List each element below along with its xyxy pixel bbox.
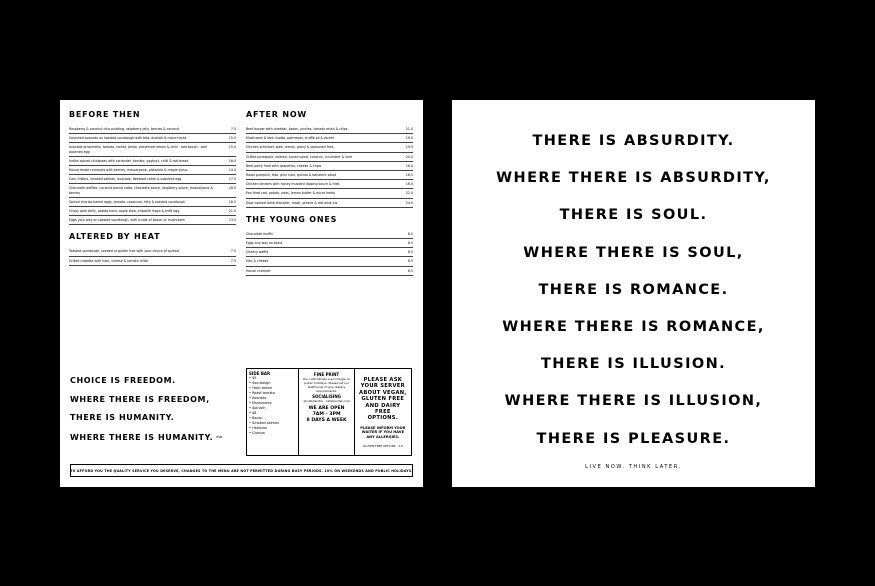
text-line: WE ARE OPEN — [308, 406, 345, 411]
menu-page-left — [60, 100, 423, 487]
before-then-list — [69, 125, 236, 225]
section-title-young-ones: THE YOUNG ONES — [246, 214, 338, 224]
choice-line: THERE IS HUMANITY. — [70, 413, 175, 422]
menu-item-price: 8.5 — [407, 231, 413, 236]
menu-item-price: 8.5 — [407, 250, 413, 255]
text-line: • Chorizo — [249, 431, 265, 435]
menu-item-price: 16.0 — [405, 182, 413, 187]
menu-item-price: 8.5 — [407, 259, 413, 264]
text-line: 7AM – 3PM — [312, 412, 341, 417]
menu-item-price: 15.5 — [228, 136, 236, 141]
text-line: OPTIONS. — [367, 415, 399, 422]
menu-item — [69, 125, 236, 134]
menu-item-price: 8.5 — [407, 268, 413, 273]
menu-item-description: Beef burger with cheddar, bacon, pickles, tomato relish & chips — [246, 127, 348, 131]
text-line: • Bacon — [249, 416, 263, 420]
socialising-label: SOCIALISING — [312, 394, 341, 399]
menu-item — [69, 175, 236, 184]
menu-item — [246, 125, 413, 134]
side-bar-panel — [247, 369, 298, 455]
text-line: 8 DAYS A WEEK — [306, 418, 347, 423]
menu-item-description: Toasted sourdough, seeded or gluten free with your choice of spread — [69, 249, 179, 254]
menu-item-description: Chocolate waffles, coconut panna cotta, chocolate sauce, raspberry sauce, mascarpone & berries — [69, 186, 213, 195]
choice-line: WHERE THERE IS HUMANITY. — [70, 432, 214, 442]
menu-item-price: 20.0 — [405, 154, 413, 159]
menu-item-description: Chicken tenders with honey mustard dipping sauce & fries — [246, 182, 340, 187]
menu-item — [246, 143, 413, 152]
text-line: • $8 — [249, 411, 257, 415]
menu-item-description: Cheesy waffle — [246, 250, 269, 255]
text-line: • Smoked salmon — [249, 421, 280, 425]
section-title-before-then: BEFORE THEN — [69, 110, 141, 119]
menu-item-description: Slow cooked lamb shoulder, mash, greens & red wine jus — [246, 200, 338, 205]
menu-item — [69, 247, 236, 256]
menu-item-price: 8.5 — [407, 241, 413, 246]
menu-item — [69, 207, 236, 216]
text-line: • Sourdough — [249, 381, 271, 385]
menu-item — [69, 134, 236, 143]
menu-item-description: Roast pumpkin, feta, pine nuts, quinoa & balsamic salad — [246, 173, 337, 178]
menu-item-price: 16.0 — [228, 158, 236, 163]
text-line: • $5 — [249, 376, 257, 380]
menu-item — [246, 134, 413, 143]
menu-item — [246, 267, 413, 276]
menu-item-price: 21.0 — [405, 127, 413, 131]
fine-print-text: Our cafe follows a surcharge on public holidays. Please let our staff know of any dietary requirements. — [302, 377, 351, 393]
menu-item-price: 21.0 — [228, 209, 236, 214]
opening-hours — [301, 406, 351, 424]
menu-item-description: Grilled ciabatta with ham, cheese & tomato relish — [69, 258, 149, 263]
text-line: PLEASE ASK — [363, 377, 403, 383]
menu-item-description: Pan fried cod, potato, peas, lemon butter & micro herbs — [246, 191, 336, 196]
menu-item — [246, 162, 413, 171]
menu-column-right — [246, 110, 413, 276]
menu-item-price: 13.0 — [228, 218, 236, 223]
text-line: GLUTEN FREE — [361, 396, 405, 403]
text-line: WHERE THERE IS ROMANCE, — [502, 318, 765, 335]
text-line: PLEASE INFORM YOUR — [360, 425, 406, 430]
text-line: AND DAIRY FREE — [365, 402, 401, 416]
text-line: • Roast tomato — [249, 391, 275, 395]
menu-item — [246, 230, 413, 239]
menu-item-description: House crumpet — [246, 268, 271, 273]
menu-item-price: 15.0 — [228, 145, 236, 150]
menu-item-description: Mushroom & leek risotto, parmesan, truffle oil & rocket — [246, 136, 334, 141]
menu-item-price: 7.5 — [230, 127, 236, 131]
text-line: THERE IS PLEASURE. — [536, 430, 731, 447]
manifesto-text — [452, 130, 815, 465]
dietary-notice — [357, 377, 409, 422]
altered-by-heat-list — [69, 247, 236, 265]
menu-item-description: Chicken schnitzel, slaw, lemon, gravy & seasoned fries — [246, 145, 334, 150]
menu-item — [69, 198, 236, 207]
choice-statement — [70, 372, 235, 447]
menu-page-right — [452, 100, 815, 487]
menu-item — [246, 153, 413, 162]
menu-item-description: Indian spiced chickpeas with coriander, tomato, yoghurt, chilli & roti bread — [69, 158, 189, 163]
gluten-free-note: GLUTEN FREE OPTIONS · 2.0 — [363, 443, 403, 448]
menu-item-description: Eggs any way on toast — [246, 241, 283, 246]
menu-item-price: 19.0 — [405, 136, 413, 141]
menu-item — [246, 199, 413, 208]
menu-item-price: 19.5 — [405, 145, 413, 150]
text-line: WHERE THERE IS SOUL, — [523, 244, 744, 261]
text-line: THERE IS SOUL. — [559, 207, 708, 224]
section-title-altered-by-heat: ALTERED BY HEAT — [69, 232, 161, 242]
text-line: ABOUT VEGAN, — [359, 389, 407, 396]
section-title-after-now: AFTER NOW — [246, 110, 308, 119]
menu-item — [246, 239, 413, 248]
allergy-notice — [357, 426, 409, 440]
menu-item-description: Grilled pineapple, salmon, house salad, coconut, cucumber & lime — [246, 154, 352, 159]
menu-item — [246, 180, 413, 189]
menu-item — [69, 184, 236, 197]
menu-item-description: Beef patty fried with jalapeños, cheese & chips — [246, 163, 322, 168]
menu-item — [69, 157, 236, 166]
choice-line: CHOICE IS FREEDOM. — [70, 376, 176, 385]
menu-item-price: 18.0 — [405, 163, 413, 168]
tagline: LIVE NOW. THINK LATER. — [585, 464, 682, 470]
menu-item-description: Corn fritters, smoked salmon, avocado, beetroot relish & poached egg — [69, 177, 182, 182]
text-line: THERE IS ABSURDITY. — [532, 133, 735, 149]
menu-item — [246, 189, 413, 198]
menu-item-price: 22.0 — [405, 191, 413, 196]
menu-item-price: 7.5 — [230, 249, 236, 254]
text-line: • Avocado — [249, 396, 267, 400]
young-ones-list — [246, 230, 413, 276]
menu-item-description: House made crumpets with berries, mascarpone, pistachio & maple syrup — [69, 168, 188, 173]
menu-item — [246, 257, 413, 266]
text-line: ANY ALLERGIES. — [366, 435, 400, 440]
menu-item-price: 18.5 — [405, 173, 413, 178]
menu-item-description: Avocado bruschetta, tomato, rocket, pesto, preserved lemon & chilli · add bacon · add poached egg — [69, 145, 207, 154]
signature: ESB — [216, 434, 223, 439]
dietary-panel — [354, 369, 411, 455]
fine-print-panel — [298, 369, 353, 455]
menu-column-left — [69, 110, 236, 266]
menu-item-description: Chocolate muffin — [246, 231, 274, 236]
menu-item-price: 16.5 — [228, 199, 236, 204]
after-now-list — [246, 125, 413, 208]
choice-line: WHERE THERE IS FREEDOM, — [70, 394, 210, 404]
text-line: • Halloumi — [249, 426, 268, 430]
text-line: THERE IS ILLUSION. — [540, 356, 727, 373]
side-bar-label: SIDE BAR — [249, 371, 271, 376]
text-line: THERE IS ROMANCE. — [538, 281, 729, 298]
text-line: YOUR SERVER — [360, 383, 405, 390]
menu-item-price: 17.0 — [228, 177, 236, 182]
menu-footer: TO AFFORD YOU THE QUALITY SERVICE YOU DESERVE, CHANGES TO THE MENU ARE NOT PERMITTED DURING BUSY PERIODS. 10% ON WEEKENDS AND PUBLIC HOLIDAYS. — [70, 464, 413, 477]
info-box — [246, 368, 412, 456]
text-line: WHERE THERE IS ILLUSION, — [504, 393, 763, 410]
menu-item-price: 16.0 — [228, 186, 236, 191]
text-line: • Mushrooms — [249, 401, 272, 405]
side-bar-list — [249, 376, 296, 436]
menu-item — [246, 171, 413, 180]
menu-item — [69, 257, 236, 266]
menu-item — [69, 216, 236, 225]
text-line: • Hash brown — [249, 386, 273, 390]
text-line: WAITER IF YOU HAVE — [361, 430, 405, 435]
text-line: • Spinach — [249, 406, 266, 410]
text-line: WHERE THERE IS ABSURDITY, — [496, 170, 771, 187]
menu-item — [246, 248, 413, 257]
menu-item-description: Spiced chorizo baked eggs, tomato, capsicum, feta & toasted sourdough — [69, 199, 186, 204]
menu-item-description: Smashed avocado on toasted sourdough with feta, dukkah & micro herbs — [69, 136, 187, 141]
menu-item — [69, 166, 236, 175]
social-handle: @cafehandle · cafehandle.com — [303, 399, 350, 403]
menu-item-price: 14.0 — [228, 168, 236, 173]
fine-print-label: FINE PRINT — [313, 372, 340, 377]
menu-item-description: Eggs your way on toasted sourdough, with a side of bacon or mushroom — [69, 218, 185, 223]
menu-item-description: Crispy pork belly, potato hash, apple slaw, chipotle mayo & fried egg — [69, 209, 180, 214]
menu-item-description: Raspberry & coconut chia pudding, raspberry jelly, berries & coconut — [69, 127, 180, 131]
menu-item-price: 24.0 — [405, 200, 413, 205]
menu-item-price: 7.5 — [230, 258, 236, 263]
menu-item — [69, 143, 236, 156]
menu-item-description: Mac & cheese — [246, 259, 269, 264]
